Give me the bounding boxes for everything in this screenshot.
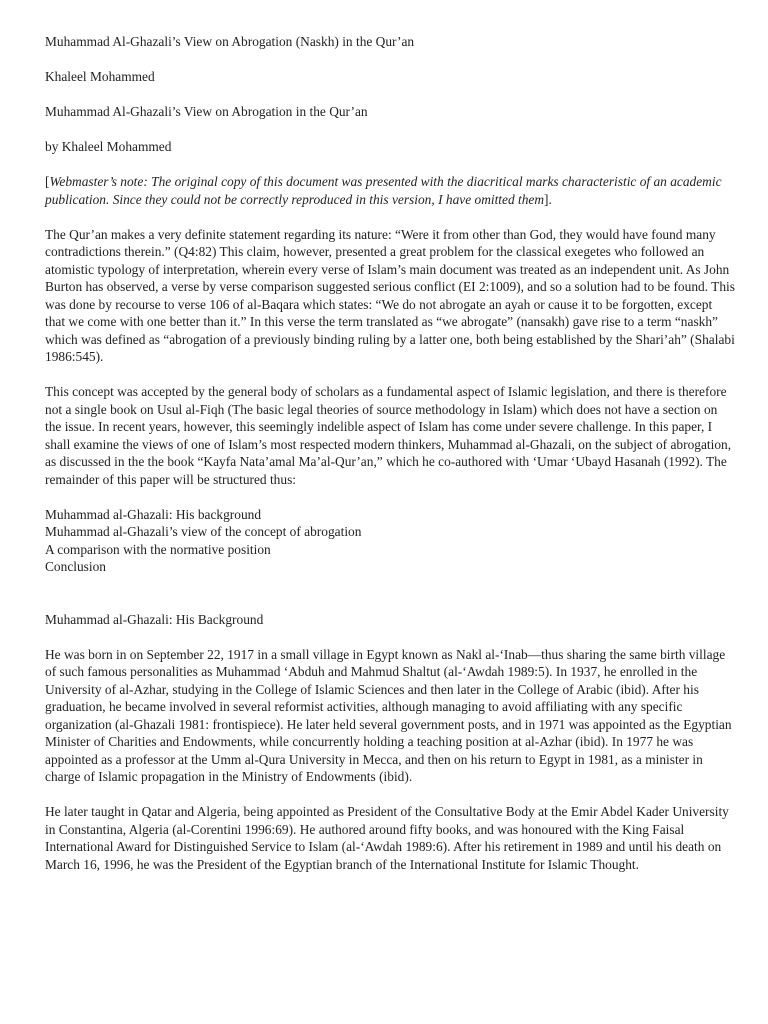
byline: by Khaleel Mohammed [45, 139, 172, 154]
author-name: Khaleel Mohammed [45, 69, 155, 84]
document-title: Muhammad Al-Ghazali’s View on Abrogation (Naskh) in the Qur’an [45, 34, 415, 49]
outline-item: Conclusion [45, 559, 107, 574]
section-heading: Muhammad al-Ghazali: His Background [45, 611, 264, 627]
paragraph-later-career: He later taught in Qatar and Algeria, being appointed as President of the Consultative Body at the Emir Abdel Kader University in Constantina, Algeria (al-Corentini 1996:69). He authored around fifty books, and was honoured with the King Faisal International Award for Distinguished Service to Islam (al-‘Awdah 1989:6). After his retirement in 1989 and until his death on March 16, 1996, he was the President of the Egyptian branch of the International Institute for Islamic Thought. [45, 804, 729, 872]
article-title: Muhammad Al-Ghazali’s View on Abrogation in the Qur’an [45, 104, 368, 119]
note-open-bracket: [ [45, 174, 50, 189]
paragraph-concept: This concept was accepted by the general body of scholars as a fundamental aspect of Islamic legislation, and there is therefore not a single book on Usul al-Fiqh (The basic legal theories of source methodology in Islam) which does not have a section on the issue. In recent years, however, this seemingly indelible aspect of Islam has come under severe challenge. In this paper, I shall examine the views of one of Islam’s most respected modern thinkers, Muhammad al-Ghazali, on the subject of abrogation, as discussed in the the book “Kayfa Nata’amal Ma’al-Qur’an,” which he co-authored with ‘Umar ‘Ubayd Hasanah (1992). The remainder of this paper will be structured thus: [45, 384, 732, 487]
outline-item: Muhammad al-Ghazali: His background [45, 506, 262, 522]
outline-item: A comparison with the normative position [45, 541, 271, 557]
note-close-bracket: ]. [544, 191, 552, 207]
webmaster-note [45, 173, 735, 208]
paragraph-intro: The Qur’an makes a very definite statement regarding its nature: “Were it from other than God, they would have found many contradictions therein.” (Q4:82) This claim, however, presented a great problem for the classical exegetes who followed an atomistic typology of interpretation, wherein every verse of Islam’s main document was treated as an independent unit. As John Burton has observed, a verse by verse comparison suggested serious conflict (EI 2:1009), and so a solution had to be found. This was done by recourse to verse 106 of al-Baqara which states: “We do not abrogate an ayah or cause it to be forgotten, except that we come with one better than it.” In this verse the term translated as “we abrogate” (nansakh) gave rise to a term “naskh” which was defined as “abrogation of a previously binding ruling by a latter one, both being established by the Shari’ah” (Shalabi 1986:545). [45, 226, 735, 364]
paragraph-background: He was born in on September 22, 1917 in a small village in Egypt known as Nakl al-‘Inab—thus sharing the same birth village of such famous personalities as Muhammad ‘Abduh and Mahmud Shaltut (al-‘Awdah 1989:5). In 1937, he enrolled in the University of al-Azhar, studying in the College of Islamic Sciences and then later in the College of Arabic (ibid). After his graduation, he became involved in several reformist activities, although managing to avoid affiliating with any specific organization (al-Ghazali 1981: frontispiece). He later held several government posts, and in 1971 was appointed as the Egyptian Minister of Charities and Endowments, while concurrently holding a teaching position at al-Azhar (ibid). In 1977 he was appointed as a professor at the Umm al-Qura University in Mecca, and then on his return to Egypt in 1981, as a minister in charge of Islamic propagation in the Ministry of Endowments (ibid). [45, 646, 732, 784]
note-text: Webmaster’s note: The original copy of this document was presented with the diacritical marks characteristic of an academic publication. Since they could not be correctly reproduced in this version, I have omitted them [45, 174, 722, 207]
outline-list [45, 506, 735, 576]
outline-item: Muhammad al-Ghazali’s view of the concept of abrogation [45, 524, 362, 539]
document-page [45, 33, 735, 891]
